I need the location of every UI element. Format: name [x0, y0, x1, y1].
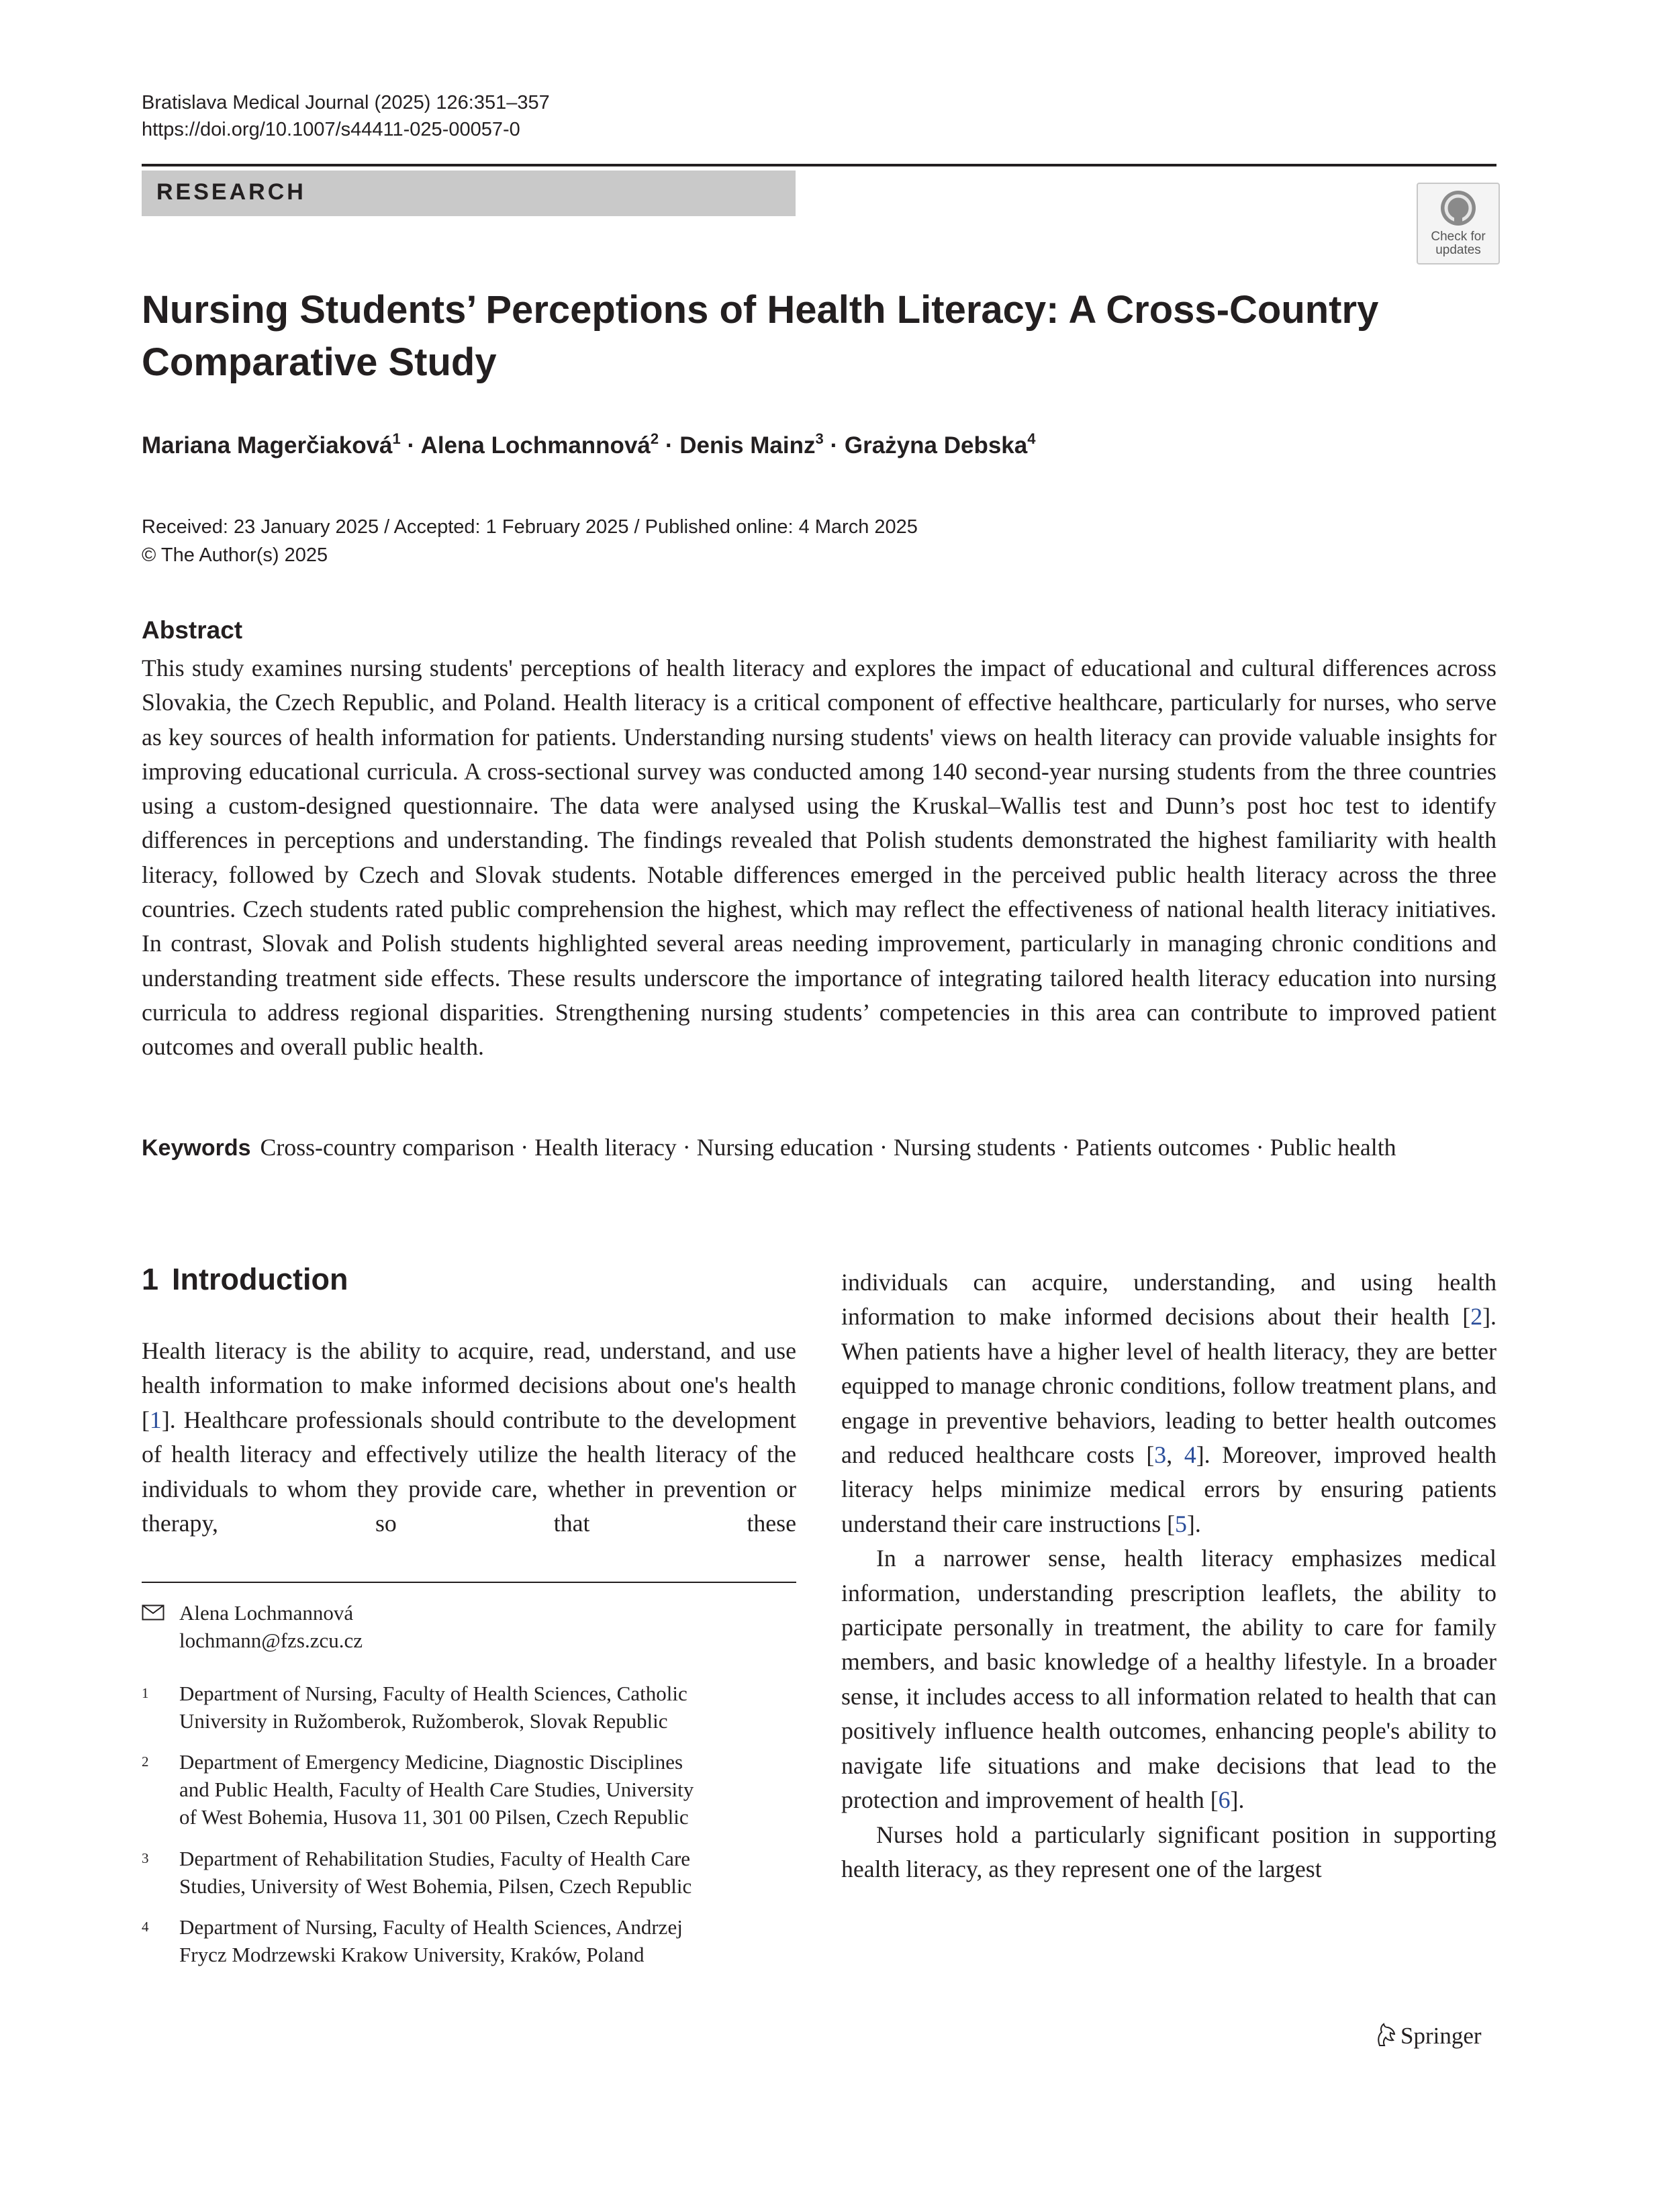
publication-history [142, 513, 918, 569]
citation-link[interactable]: 5 [1175, 1510, 1187, 1537]
paragraph-text: In a narrower sense, health literacy emphasizes medical information, understanding prescription leaflets, the ability to participate personally in treatment, the ability to care for family members, and basic knowledge of a healthy lifestyle. In a broader sense, it includes access to all information related to health that can positively influence health outcomes, enhancing people's ability to navigate life situations and make decisions that lead to the protection and improvement of health [ [841, 1545, 1496, 1814]
affiliation-2 [142, 1748, 796, 1831]
author-list [142, 431, 1035, 461]
envelope-icon [142, 1604, 164, 1621]
check-for-updates-icon [1439, 189, 1477, 227]
intro-paragraph [841, 1265, 1496, 1541]
affiliation-line: Department of Rehabilitation Studies, Faculty of Health Care [179, 1847, 691, 1870]
abstract-heading: Abstract [142, 616, 243, 644]
header-rule [142, 164, 1496, 166]
intro-right-column [841, 1265, 1496, 1886]
affiliation-4 [142, 1913, 796, 1968]
affiliation-line: University in Ružomberok, Ružomberok, Slovak Republic [179, 1709, 668, 1733]
author-affiliation-mark: 1 [392, 430, 401, 447]
publisher-logo [1374, 2021, 1482, 2051]
affiliation-number: 1 [142, 1685, 149, 1701]
footnote-rule [142, 1582, 796, 1583]
author-separator: · [400, 432, 421, 459]
journal-header [142, 89, 550, 143]
citation-link[interactable]: 2 [1470, 1303, 1483, 1331]
affiliation-number: 3 [142, 1850, 149, 1866]
affiliation-1 [142, 1680, 796, 1735]
intro-left-paragraph [142, 1334, 796, 1541]
section-title: Introduction [172, 1262, 348, 1296]
affiliation-line: and Public Health, Faculty of Health Care Studies, University [179, 1778, 694, 1801]
intro-paragraph [841, 1541, 1496, 1817]
paragraph-text: ]. When patients have a higher level of health literacy, they are better equipped to manage chronic conditions, follow treatment plans, and engage in preventive behaviors, leading to better health outcomes and reduced healthcare costs [ [841, 1303, 1496, 1469]
author-separator: · [659, 432, 680, 459]
paragraph-text: individuals can acquire, understanding, and using health information to make informed decisions about their health [ [841, 1269, 1496, 1331]
affiliation-line: Frycz Modrzewski Krakow University, Kraków, Poland [179, 1943, 645, 1966]
author-name[interactable]: Denis Mainz [679, 432, 816, 459]
paragraph-text: , [1166, 1441, 1184, 1469]
affiliation-number: 2 [142, 1753, 149, 1770]
publisher-name: Springer [1400, 2023, 1482, 2049]
keywords-block [142, 1131, 1496, 1165]
paragraph-text: ]. [1230, 1786, 1245, 1814]
article-title [142, 284, 1431, 389]
affiliation-3 [142, 1845, 796, 1900]
copyright-line: © The Author(s) 2025 [142, 544, 328, 566]
affiliation-line: Department of Nursing, Faculty of Health Sciences, Andrzej [179, 1915, 683, 1939]
doi-link[interactable]: https://doi.org/10.1007/s44411-025-00057-0 [142, 119, 520, 140]
springer-horse-icon [1374, 2022, 1396, 2048]
corresponding-author-name: Alena Lochmannová [179, 1601, 354, 1625]
section-heading-introduction [142, 1262, 348, 1297]
paragraph-text: ]. [1186, 1510, 1201, 1537]
paragraph-text: ]. Moreover, improved health literacy helps minimize medical errors by ensuring patients understand their care instructions [ [841, 1441, 1496, 1537]
affiliation-number: 4 [142, 1919, 149, 1935]
history-dates: Received: 23 January 2025 / Accepted: 1 February 2025 / Published online: 4 March 2025 [142, 516, 918, 538]
title-line-1: Nursing Students’ Perceptions of Health Literacy: A Cross-Country [142, 288, 1379, 332]
abstract-text: This study examines nursing students' perceptions of health literacy and explores the impact of educational and cultural differences across Slovakia, the Czech Republic, and Poland. Health literacy is a critical component of effective healthcare, particularly for nurses, who serve as key sources of health information for patients. Understanding nursing students' views on health literacy can provide valuable insights for improving educational curricula. A cross-sectional survey was conducted among 140 second-year nursing students from the three countries using a custom-designed questionnaire. The data were analysed using the Kruskal–Wallis test and Dunn’s post hoc test to identify differences in perceptions and understanding. The findings revealed that Polish students demonstrated the highest familiarity with health literacy, followed by Czech and Slovak students. Notable differences emerged in the perceived public health literacy across the three countries. Czech students rated public comprehension the highest, which may reflect the effectiveness of national health literacy initiatives. In contrast, Slovak and Polish students highlighted several areas needing improvement, particularly in managing chronic conditions and understanding treatment side effects. These results underscore the importance of integrating tailored health literacy education into nursing curricula to address regional disparities. Strengthening nursing students’ competencies in this area can contribute to improved patient outcomes and overall public health. [142, 655, 1496, 1061]
article-type-label: RESEARCH [156, 179, 306, 205]
author-name[interactable]: Alena Lochmannová [420, 432, 651, 459]
author-affiliation-mark: 3 [815, 430, 824, 447]
citation-link[interactable]: 4 [1184, 1441, 1196, 1469]
author-affiliation-mark: 4 [1027, 430, 1036, 447]
check-for-updates-line1: Check for [1431, 230, 1486, 244]
paragraph-text: Health literacy is the ability to acquire, read, understand, and use health information to make informed decisions about one's health [ [142, 1337, 796, 1433]
citation-link[interactable]: 3 [1154, 1441, 1167, 1469]
journal-citation: Bratislava Medical Journal (2025) 126:351–357 [142, 92, 550, 113]
affiliation-line: Department of Nursing, Faculty of Health Sciences, Catholic [179, 1682, 687, 1705]
check-for-updates-line2: updates [1435, 243, 1481, 257]
corresponding-author-email[interactable]: lochmann@fzs.zcu.cz [179, 1629, 363, 1652]
intro-paragraph: Nurses hold a particularly significant position in supporting health literacy, as they represent one of the largest [841, 1821, 1496, 1882]
affiliation-line: Studies, University of West Bohemia, Pilsen, Czech Republic [179, 1874, 692, 1898]
paragraph-text: ]. Healthcare professionals should contribute to the development of health literacy and effectively utilize the health literacy of the individuals to whom they provide care, whether in prevention or therapy, so that these [142, 1406, 796, 1537]
correspondence-footnote [142, 1599, 796, 1654]
citation-link[interactable]: 1 [149, 1406, 162, 1433]
title-line-2: Comparative Study [142, 340, 497, 384]
affiliation-line: of West Bohemia, Husova 11, 301 00 Pilsen, Czech Republic [179, 1805, 689, 1829]
author-affiliation-mark: 2 [650, 430, 659, 447]
article-type-bar [142, 171, 796, 216]
citation-link[interactable]: 6 [1218, 1786, 1231, 1814]
keywords-label: Keywords [142, 1135, 251, 1161]
author-separator: · [823, 432, 845, 459]
affiliation-line: Department of Emergency Medicine, Diagnostic Disciplines [179, 1750, 683, 1774]
keywords-text: Cross-country comparison · Health literacy · Nursing education · Nursing students · Patients outcomes · Public health [260, 1134, 1396, 1161]
author-name[interactable]: Mariana Magerčiaková [142, 432, 393, 459]
section-number: 1 [142, 1262, 159, 1296]
author-name[interactable]: Grażyna Debska [844, 432, 1028, 459]
check-for-updates-button[interactable] [1417, 183, 1500, 265]
